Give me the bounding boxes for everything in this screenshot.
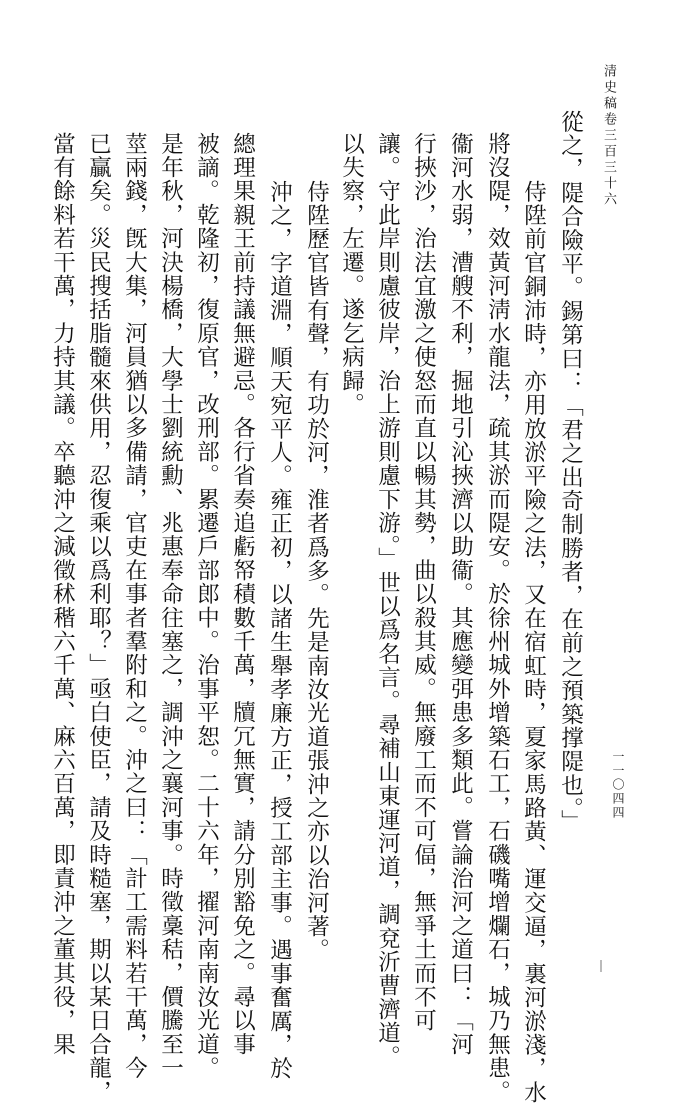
text-column: 被謫。乾隆初，復原官，改刑部。累遷戶部郎中。治事平恕。二十六年，擢河南南汝光道。 — [193, 132, 220, 1080]
page-number: 一一〇四四 — [611, 750, 625, 820]
text-column: 行挾沙，治法宜激之使怒而直以暢其勢，曲以殺其威。無廢工而不可偪，無爭土而不可 — [410, 132, 437, 1033]
text-column: 將沒隄，效黃河淸水龍法，疏其淤而隄安。於徐州城外增築石工，石磯嘴增爛石，城乃無患。 — [484, 132, 511, 1104]
text-column: 從之，隄合險平。錫第曰：「君之出奇制勝者，在前之預築撑隄也。」 — [557, 110, 584, 834]
text-column: 莖兩錢，旣大集，河員猶以多備請，官吏在事者羣附和之。沖之曰：「計工需料若干萬，今 — [121, 132, 148, 1080]
text-column: 是年秋，河決楊橋，大學士劉統勳、兆惠奉命往塞之，調沖之襄河事。時徵稾秸，價騰至一 — [157, 132, 184, 1080]
running-header-title: 清史稿卷三百三十六 — [601, 64, 616, 208]
text-column: 以失察，左遷。遂乞病歸。 — [338, 132, 365, 417]
text-column: 衞河水弱，漕艘不利，掘地引沁挾濟以助衞。其應變弭患多類此。嘗論治河之道曰：「河 — [447, 132, 474, 1057]
text-column: 總理果親王前持議無避忌。各行省奏追虧帑積數千萬，牘冗無實，請分別豁免之。尋以事 — [229, 132, 256, 1057]
text-column: 沖之，字道淵，順天宛平人。雍正初，以諸生舉孝廉方正，授工部主事。遇事奮厲，於 — [266, 180, 293, 1081]
text-column: 侍陞歷官皆有聲，有功於河，淮者爲多。先是南汝光道張沖之亦以治河著。 — [303, 180, 330, 963]
text-column: 讓。守此岸則慮彼岸，治上游則慮下游。」世以爲名言。尋補山東運河道，調兗沂曹濟道。 — [374, 132, 401, 1069]
text-column: 侍陞前官銅沛時，亦用放淤平險之法，又在宿虹時，夏家馬路黃、運交逼，裏河淤淺，水 — [520, 180, 547, 1104]
scan-mark — [600, 960, 602, 972]
text-column: 當有餘料若干萬，力持其議。卒聽沖之減徵秫稭六千萬、麻六百萬，即責沖之董其役，果 — [49, 132, 76, 1057]
text-column: 已贏矣。災民搜括脂髓來供用，忍復乘以爲利耶？」亟白使臣，請及時糙塞，期以某日合龍， — [85, 132, 112, 1104]
